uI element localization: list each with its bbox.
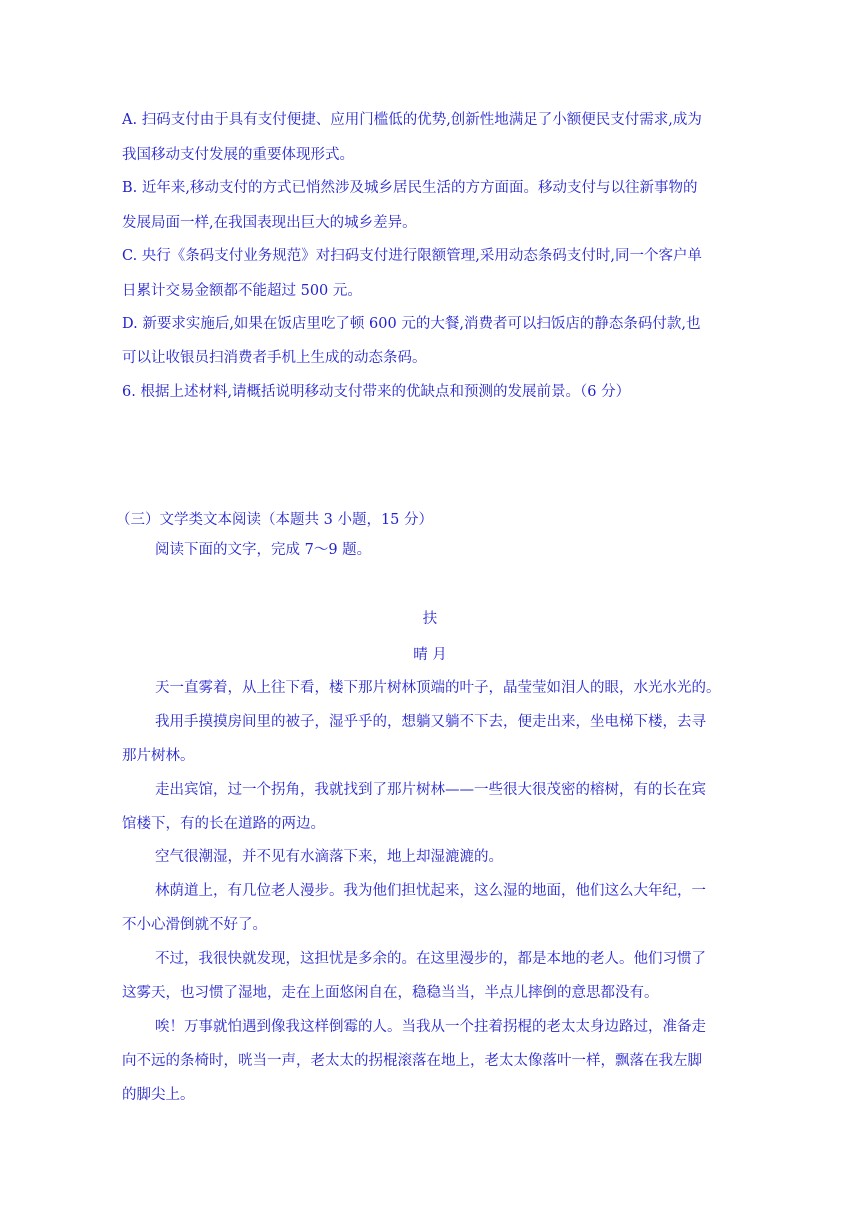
paragraph-line: 这雾天，也习惯了湿地，走在上面悠闲自在，稳稳当当，半点儿摔倒的意思都没有。: [122, 985, 659, 1001]
paragraph-line: 不小心滑倒就不好了。: [122, 917, 267, 933]
paragraph-line: 唉！万事就怕遇到像我这样倒霉的人。当我从一个拄着拐棍的老太太身边路过，准备走: [155, 1019, 706, 1035]
paragraph-line: 林荫道上，有几位老人漫步。我为他们担忧起来，这么湿的地面，他们这么大年纪，一: [155, 883, 706, 899]
option-a-line-2: 我国移动支付发展的重要体现形式。: [122, 147, 354, 163]
story-title: 扶: [422, 611, 438, 627]
story-author: 晴 月: [413, 647, 447, 663]
option-c-line-1: C. 央行《条码支付业务规范》对扫码支付进行限额管理,采用动态条码支付时,同一个客户单: [122, 248, 703, 264]
option-b-line-2: 发展局面一样,在我国表现出巨大的城乡差异。: [122, 215, 417, 231]
option-a-line-1: A. 扫码支付由于具有支付便捷、应用门槛低的优势,创新性地满足了小额便民支付需求,成为: [122, 112, 702, 128]
question-6: 6. 根据上述材料,请概括说明移动支付带来的优缺点和预测的发展前景。（6 分）: [122, 384, 631, 400]
paragraph-line: 那片树林。: [122, 748, 195, 764]
paragraph-line: 馆楼下，有的长在道路的两边。: [122, 816, 325, 832]
paragraph-line: 的脚尖上。: [122, 1087, 195, 1103]
paragraph-line: 我用手摸摸房间里的被子，湿乎乎的，想躺又躺不下去，便走出来，坐电梯下楼，去寻: [155, 714, 706, 730]
option-b-line-1: B. 近年来,移动支付的方式已悄然涉及城乡居民生活的方方面面。移动支付与以往新事物的: [122, 180, 698, 196]
section-title: （三）文学类文本阅读（本题共 3 小题，15 分）: [116, 512, 434, 528]
paragraph-line: 向不远的条椅时，咣当一声，老太太的拐棍滚落在地上，老太太像落叶一样，飘落在我左脚: [122, 1053, 702, 1069]
paragraph-line: 不过，我很快就发现，这担忧是多余的。在这里漫步的，都是本地的老人。他们习惯了: [155, 951, 706, 967]
reading-instruction: 阅读下面的文字，完成 7～9 题。: [155, 542, 372, 558]
option-d-line-2: 可以让收银员扫消费者手机上生成的动态条码。: [122, 350, 427, 366]
paragraph-line: 走出宾馆，过一个拐角，我就找到了那片树林——一些很大很茂密的榕树，有的长在宾: [155, 782, 706, 798]
option-d-line-1: D. 新要求实施后,如果在饭店里吃了顿 600 元的大餐,消费者可以扫饭店的静态条码付款,也: [122, 316, 701, 332]
paragraph-line: 天一直雾着，从上往下看，楼下那片树林顶端的叶子，晶莹莹如泪人的眼，水光水光的。: [155, 680, 721, 696]
paragraph-line: 空气很潮湿，并不见有水滴落下来，地上却湿漉漉的。: [155, 849, 503, 865]
option-c-line-2: 日累计交易金额都不能超过 500 元。: [122, 283, 362, 299]
